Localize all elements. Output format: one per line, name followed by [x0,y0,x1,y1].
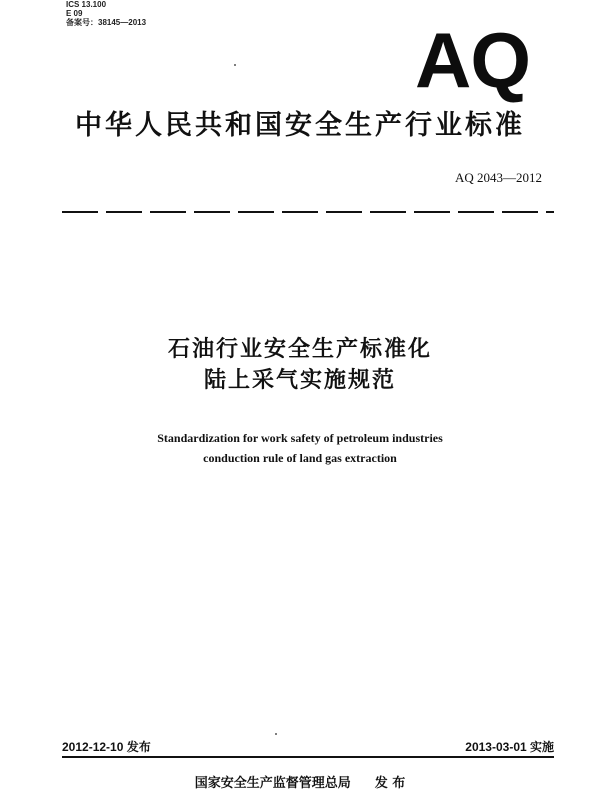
issuer-name: 国家安全生产监督管理总局 [194,776,351,791]
standard-code: AQ 2043—2012 [454,170,542,185]
title-zh-line1: 石油行业安全生产标准化 [167,337,432,362]
document-title-en [0,428,600,468]
implement-date: 2013-03-01 实施 [465,740,554,754]
title-zh-line2: 陆上采气实施规范 [203,368,396,393]
top-divider [62,211,554,213]
scan-speck [234,64,236,66]
document-title-zh [0,334,600,396]
organization-title: 中华人民共和国安全生产行业标准 [75,110,525,141]
scan-speck [275,733,277,735]
aq-logo: AQ [415,16,530,104]
title-en-line1: Standardization for work safety of petroleum industries [157,431,443,445]
publish-date: 2012-12-10 发布 [62,740,151,754]
bottom-divider [62,756,554,758]
record-number: 备案号：38145—2013 [66,18,147,27]
issuer-action: 发 布 [374,776,406,791]
header-meta [66,0,146,27]
ics-code: ICS 13.100 [66,0,107,9]
issuer-line [0,776,600,792]
classification-code: E 09 [66,9,83,18]
title-en-line2: conduction rule of land gas extraction [203,451,397,465]
